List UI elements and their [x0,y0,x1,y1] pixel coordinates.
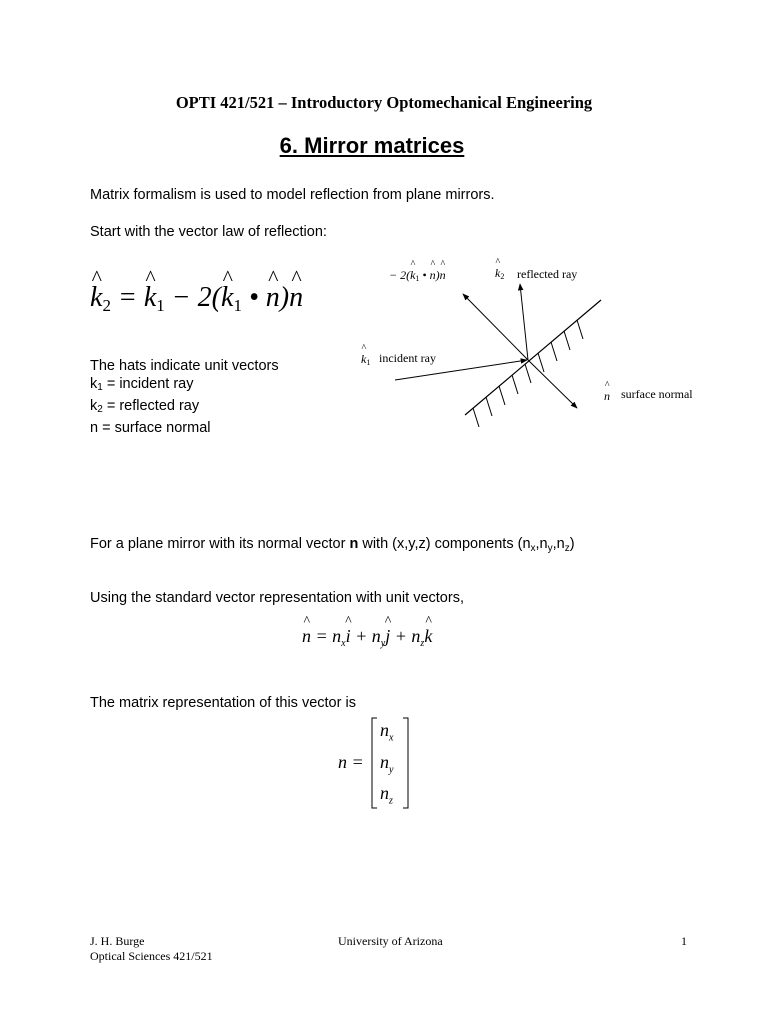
mirror-hatching [473,320,583,427]
course-title: OPTI 421/521 – Introductory Optomechanical Engineering [175,93,593,112]
normal-component-label: − 2(^ $k_1$ • ^ n)^ n [389,268,446,283]
n-definition: n = surface normal [90,420,211,436]
reflected-ray-arrow [520,284,528,360]
matrix-nx: $n_x$ [380,720,394,744]
k2-definition: $k_2$ = reflected ray [90,398,200,415]
footer-author: J. H. Burge [90,934,145,948]
normal-component-arrow [463,294,528,360]
standard-rep-paragraph: Using the standard vector representation with unit vectors, [90,590,464,606]
k1-symbol: ^ $k_1$ [361,352,370,367]
k2-symbol: ^ $k_2$ [495,266,504,281]
surface-normal-label: surface normal [621,387,693,401]
intro-paragraph: Matrix formalism is used to model reflection from plane mirrors. [90,187,495,203]
reflected-ray-label: reflected ray [517,267,578,281]
footer-university: University of Arizona [338,934,443,948]
matrix-rep-paragraph: The matrix representation of this vector is [90,695,356,711]
incident-ray-label: incident ray [379,351,436,365]
k1-definition: $k_1$ = incident ray [90,376,194,393]
matrix-lhs: n = [338,752,364,772]
surface-normal-arrow [528,360,577,408]
matrix-ny: $n_y$ [380,752,394,776]
footer-dept: Optical Sciences 421/521 [90,949,213,963]
unit-vector-equation: ^ $n = n_x\^{}$ $i + n_y\^{}$ $j + n_z\^{}$ k [302,626,432,649]
page-title: 6. Mirror matrices [279,133,465,158]
matrix-nz: $n_z$ [380,783,393,807]
hats-note: The hats indicate unit vectors [90,358,279,374]
reflection-law-equation: ^ $k_2$ = ^ $k_1$ − 2(^ $k_1$ • ^ n)^ n [90,282,303,316]
footer-page-number: 1 [681,934,687,948]
definitions-list [90,357,279,437]
n-symbol: ^ n [604,389,610,404]
plane-mirror-paragraph: For a plane mirror with its normal vector n with (x,y,z) components $(n_x,n_y,n_z)$ [90,536,575,554]
start-paragraph: Start with the vector law of reflection: [90,224,327,240]
